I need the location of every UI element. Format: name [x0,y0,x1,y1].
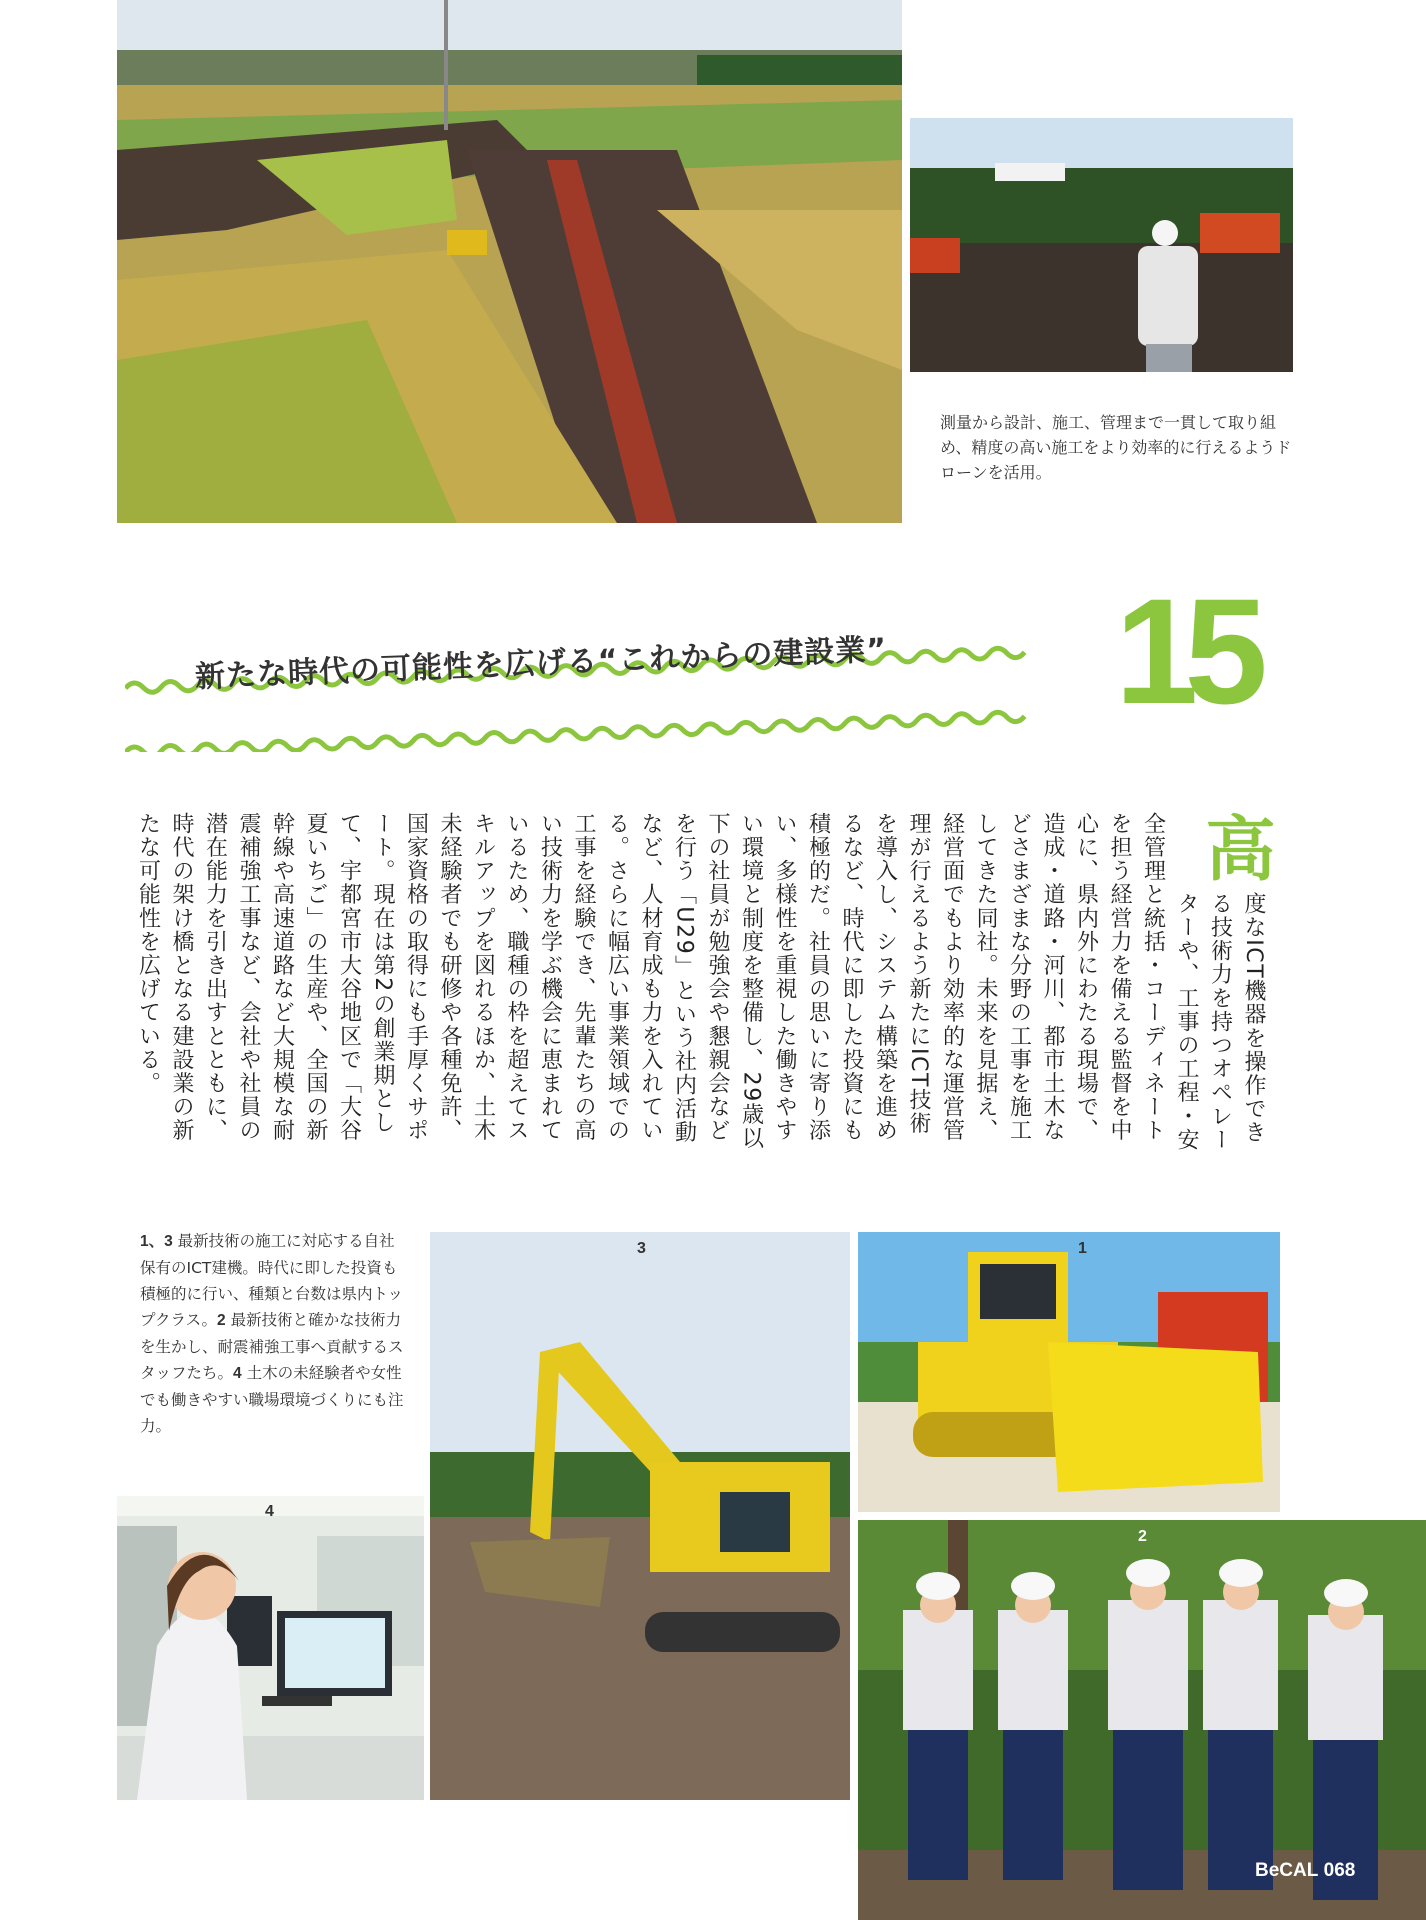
section-number: 15 [1115,567,1254,735]
photo-label-1: 1 [1078,1240,1087,1257]
page-number: 068 [1323,1860,1356,1881]
caption-num-1-3: 1、3 [140,1233,173,1250]
drop-cap: 高 [1194,812,1276,884]
photo-label-4: 4 [265,1503,274,1520]
headline-title: 新たな時代の可能性を広げる“これからの建設業” [194,632,888,695]
bulldozer-photo [858,1232,1280,1512]
aerial-photo [117,0,902,523]
office-photo [117,1496,424,1800]
caption-num-2: 2 [217,1312,226,1329]
drone-photo-caption: 測量から設計、施工、管理まで一貫して取り組め、精度の高い施工をより効率的に行えるようドローンを活用。 [940,413,1292,482]
body-article [135,812,1276,1152]
photo-label-3: 3 [637,1240,646,1257]
caption-text-2: 最新技術と確かな技術力を生かし、耐震補強工事へ貢献するスタッフたち。 [140,1311,404,1382]
drone-photo [910,118,1293,372]
caption-text-1-3: 最新技術の施工に対応する自社保有のICT建機。時代に即した投資も積極的に行い、種類と台数は県内トップクラス。 [140,1232,404,1329]
headline-banner [125,612,1040,752]
magazine-name: BeCAL [1255,1860,1319,1881]
caption-num-4: 4 [233,1365,242,1382]
caption-text-4: 土木の未経験者や女性でも働きやすい職場環境づくりにも注力。 [140,1364,404,1435]
photos-caption [140,1228,410,1439]
page-footer [1255,1860,1355,1882]
excavator-photo [430,1232,850,1800]
body-paragraph: 度なICT機器を操作できる技術力を持つオペレーターや、工事の工程・安全管理と統括・コーディネートを担う経営力を備える監督を中心に、県内外にわたる現場で、造成・道路・河川、都市土木などさまざまな分野の工事を施工してきた同社。未来を見据え、経営面でもより効率的な運営管理が行えるよう新たにICT技術を導入し、システム構築を進めるなど、時代に即した投資にも積極的だ。社員の思いに寄り添い、多様性を重視した働きやすい環境と制度を整備し、29歳以下の社員が勉強会や懇親会などを行う「U29」という社内活動など、人材育成も力を入れている。さらに幅広い事業領域での工事を経験でき、先輩たちの高い技術力を学ぶ機会に恵まれているため、職種の枠を超えてスキルアップを図れるほか、土木未経験者でも研修や各種免許、国家資格の取得にも手厚くサポート。現在は第2の創業期として、宇都宮市大谷地区で「大谷夏いちご」の生産や、全国の新幹線や高速道路など大規模な耐震補強工事など、会社や社員の潜在能力を引き出すとともに、時代の架け橋となる建設業の新たな可能性を広げている。 [135,812,1266,1152]
photo-label-2: 2 [1138,1528,1147,1545]
